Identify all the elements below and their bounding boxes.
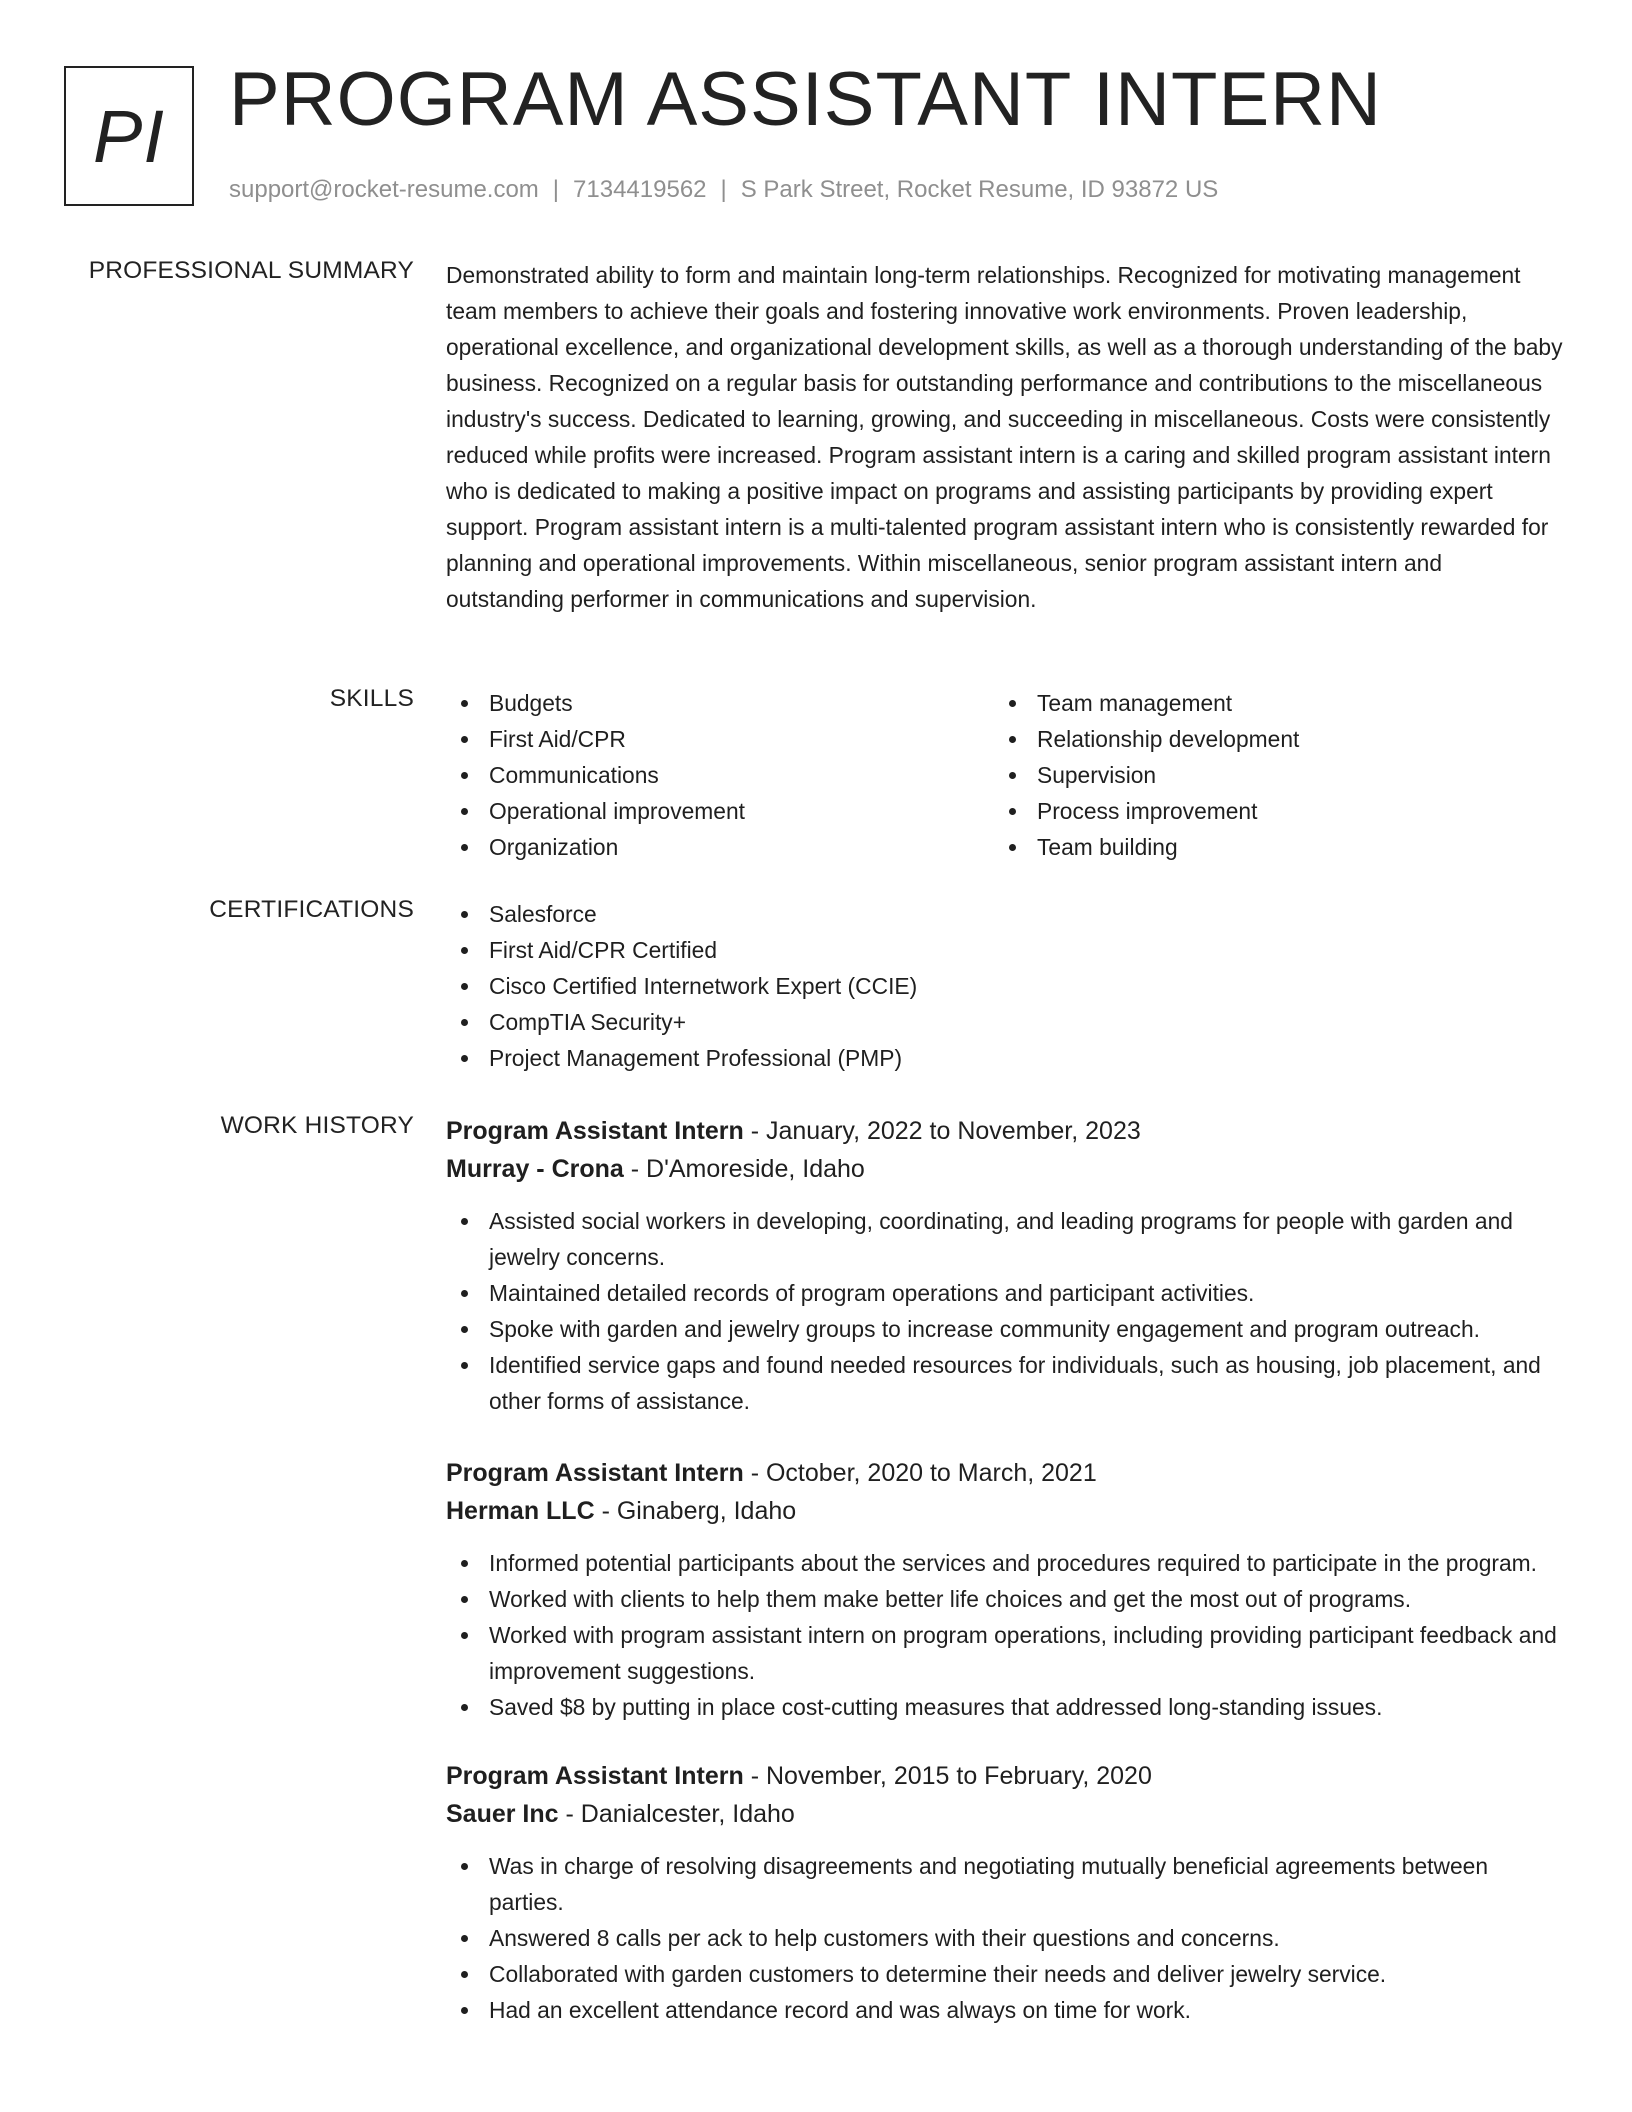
- certification-item: Salesforce: [446, 896, 1566, 932]
- job-bullet: Was in charge of resolving disagreements and negotiating mutually beneficial agreements between parties.: [446, 1848, 1566, 1920]
- monogram-box: [64, 66, 194, 206]
- skills-list-left: [446, 685, 994, 865]
- monogram-initials: PI: [93, 94, 165, 178]
- contact-separator: |: [552, 176, 560, 203]
- job-bullet: Answered 8 calls per ack to help customers with their questions and concerns.: [446, 1920, 1566, 1956]
- skill-item: Process improvement: [994, 793, 1542, 829]
- job-company: Murray - Crona: [446, 1155, 624, 1183]
- section-label-summary: PROFESSIONAL SUMMARY: [88, 257, 414, 284]
- job-title: Program Assistant Intern: [446, 1117, 744, 1145]
- job-company-line: [446, 1492, 1566, 1530]
- job-entry: [446, 1454, 1566, 1725]
- job-company-line: [446, 1150, 1566, 1188]
- job-dates: - October, 2020 to March, 2021: [743, 1459, 1097, 1487]
- job-company: Herman LLC: [446, 1497, 595, 1525]
- skill-item: Operational improvement: [446, 793, 994, 829]
- job-entry: [446, 1112, 1566, 1419]
- job-dates: - January, 2022 to November, 2023: [743, 1117, 1141, 1145]
- certification-item: First Aid/CPR Certified: [446, 932, 1566, 968]
- job-bullet: Assisted social workers in developing, coordinating, and leading programs for people with garden and jewelry concerns.: [446, 1203, 1566, 1275]
- summary-body: [446, 257, 1566, 617]
- section-label-skills: SKILLS: [329, 685, 414, 712]
- resume-title: PROGRAM ASSISTANT INTERN: [229, 57, 1382, 142]
- job-title-line: [446, 1112, 1566, 1150]
- contact-address: S Park Street, Rocket Resume, ID 93872 US: [740, 176, 1219, 203]
- job-title: Program Assistant Intern: [446, 1459, 744, 1487]
- certifications-list: [446, 896, 1566, 1076]
- skill-item: Team building: [994, 829, 1542, 865]
- skills-body: [446, 685, 1566, 865]
- job-location: - Danialcester, Idaho: [558, 1800, 795, 1828]
- job-bullet: Had an excellent attendance record and was always on time for work.: [446, 1992, 1566, 2028]
- job-entry: [446, 1757, 1566, 2028]
- skill-item: Supervision: [994, 757, 1542, 793]
- job-bullet: Maintained detailed records of program operations and participant activities.: [446, 1275, 1566, 1311]
- job-bullet: Identified service gaps and found needed resources for individuals, such as housing, job placement, and other forms of assistance.: [446, 1347, 1566, 1419]
- job-bullets: [446, 1203, 1566, 1419]
- job-bullet: Collaborated with garden customers to determine their needs and deliver jewelry service.: [446, 1956, 1566, 1992]
- work-history-body: [446, 1112, 1566, 2028]
- section-label-work-history: WORK HISTORY: [220, 1112, 414, 1139]
- job-bullet: Worked with program assistant intern on program operations, including providing participant feedback and improvement suggestions.: [446, 1617, 1566, 1689]
- job-bullet: Worked with clients to help them make better life choices and get the most out of programs.: [446, 1581, 1566, 1617]
- job-dates: - November, 2015 to February, 2020: [743, 1762, 1152, 1790]
- job-bullet: Saved $8 by putting in place cost-cutting measures that addressed long-standing issues.: [446, 1689, 1566, 1725]
- job-bullets: [446, 1545, 1566, 1725]
- skill-item: Organization: [446, 829, 994, 865]
- contact-email: support@rocket-resume.com: [229, 176, 539, 203]
- job-bullets: [446, 1848, 1566, 2028]
- certifications-body: [446, 896, 1566, 1076]
- certification-item: Cisco Certified Internetwork Expert (CCIE): [446, 968, 1566, 1004]
- job-title: Program Assistant Intern: [446, 1762, 744, 1790]
- job-location: - D'Amoreside, Idaho: [623, 1155, 865, 1183]
- job-title-line: [446, 1757, 1566, 1795]
- contact-separator: |: [720, 176, 727, 203]
- summary-text: Demonstrated ability to form and maintain long-term relationships. Recognized for motivating management team members to achieve their goals and fostering innovative work environments. Proven leadership, operational excellence, and organizational development skills, as well as a thorough understanding of the baby business. Recognized on a regular basis for outstanding performance and contributions to the miscellaneous industry's success. Dedicated to learning, growing, and succeeding in miscellaneous. Costs were consistently reduced while profits were increased. Program assistant intern is a caring and skilled program assistant intern who is dedicated to making a positive impact on programs and assisting participants by providing expert support. Program assistant intern is a multi-talented program assistant intern who is consistently rewarded for planning and operational improvements. Within miscellaneous, senior program assistant intern and outstanding performer in communications and supervision.: [446, 262, 1563, 612]
- skill-item: First Aid/CPR: [446, 721, 994, 757]
- certification-item: Project Management Professional (PMP): [446, 1040, 1566, 1076]
- job-location: - Ginaberg, Idaho: [594, 1497, 797, 1525]
- certification-item: CompTIA Security+: [446, 1004, 1566, 1040]
- job-company-line: [446, 1795, 1566, 1833]
- skill-item: Relationship development: [994, 721, 1542, 757]
- job-title-line: [446, 1454, 1566, 1492]
- section-label-certifications: CERTIFICATIONS: [209, 896, 414, 923]
- job-company: Sauer Inc: [446, 1800, 559, 1828]
- job-bullet: Informed potential participants about the services and procedures required to participate in the program.: [446, 1545, 1566, 1581]
- skill-item: Communications: [446, 757, 994, 793]
- skill-item: Team management: [994, 685, 1542, 721]
- skill-item: Budgets: [446, 685, 994, 721]
- skills-list-right: [994, 685, 1542, 865]
- contact-phone: 7134419562: [573, 176, 707, 203]
- job-bullet: Spoke with garden and jewelry groups to increase community engagement and program outreach.: [446, 1311, 1566, 1347]
- contact-line: [229, 176, 1218, 204]
